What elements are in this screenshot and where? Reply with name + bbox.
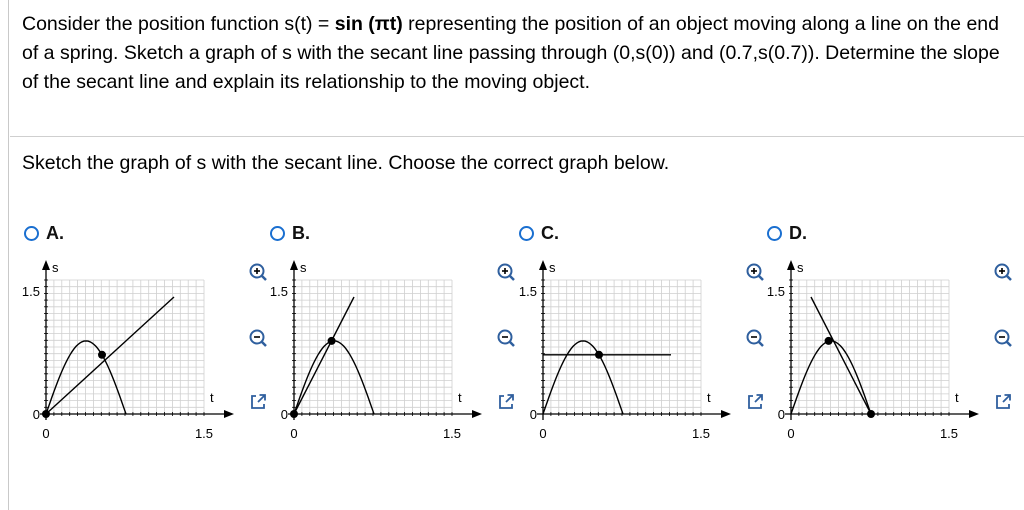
- x-tick-label-zero: 0: [290, 426, 298, 441]
- secant-point: [328, 337, 336, 345]
- option-letter: C.: [541, 222, 559, 243]
- graph-option-c: [519, 250, 749, 450]
- x-axis-label: t: [955, 390, 959, 405]
- position-curve: [294, 341, 374, 414]
- radio-circle[interactable]: [270, 226, 285, 241]
- x-axis-label: t: [707, 390, 711, 405]
- graph-option-b: [270, 250, 500, 450]
- y-tick-label-top: 1.5: [270, 284, 288, 299]
- graph-option-a: [22, 250, 252, 450]
- x-tick-label-zero: 0: [539, 426, 547, 441]
- section-divider: [10, 136, 1024, 137]
- x-axis-arrow: [721, 410, 731, 418]
- y-tick-label-zero: 0: [32, 407, 40, 422]
- y-axis-arrow: [42, 260, 50, 270]
- y-axis-label: s: [549, 260, 556, 275]
- option-letter: D.: [789, 222, 807, 243]
- grid: [791, 280, 949, 414]
- zoom-in-icon[interactable]: [248, 262, 268, 282]
- option-letter: B.: [292, 222, 310, 243]
- option-letter: A.: [46, 222, 64, 243]
- y-tick-label-zero: 0: [777, 407, 785, 422]
- x-axis-label: t: [210, 390, 214, 405]
- position-curve: [791, 341, 871, 414]
- radio-circle[interactable]: [24, 226, 39, 241]
- y-axis-arrow: [787, 260, 795, 270]
- y-axis-label: s: [300, 260, 307, 275]
- x-tick-label-zero: 0: [787, 426, 795, 441]
- x-axis-arrow: [224, 410, 234, 418]
- x-axis-label: t: [458, 390, 462, 405]
- y-tick-label-top: 1.5: [519, 284, 537, 299]
- question-text: [22, 10, 1017, 97]
- y-tick-label-zero: 0: [280, 407, 288, 422]
- option-d-radio[interactable]: [767, 220, 807, 246]
- grid: [294, 280, 452, 414]
- radio-circle[interactable]: [519, 226, 534, 241]
- secant-point: [595, 351, 603, 359]
- position-curve: [543, 341, 623, 414]
- secant-line: [46, 297, 174, 414]
- popout-icon[interactable]: [248, 392, 268, 412]
- option-a-radio[interactable]: [24, 220, 64, 246]
- zoom-in-icon[interactable]: [496, 262, 516, 282]
- radio-circle[interactable]: [767, 226, 782, 241]
- question-part1: Consider the position function s(t) =: [22, 13, 335, 35]
- y-axis-arrow: [539, 260, 547, 270]
- x-tick-label-max: 1.5: [442, 426, 462, 441]
- x-tick-label-max: 1.5: [939, 426, 959, 441]
- popout-icon[interactable]: [745, 392, 765, 412]
- question-part2: representing the position of an object moving along a line on the end of a spring. Sketch a graph of s with the secant line passing through (0,s(0)) and (0.7,s(0.7)). Determine the slope of the secant line and explain its relationship to the moving object.: [22, 13, 1000, 93]
- secant-line: [294, 297, 354, 414]
- option-c-radio[interactable]: [519, 220, 559, 246]
- secant-point: [825, 337, 833, 345]
- x-tick-label-max: 1.5: [194, 426, 214, 441]
- x-axis-arrow: [969, 410, 979, 418]
- popout-icon[interactable]: [496, 392, 516, 412]
- x-tick-label-max: 1.5: [691, 426, 711, 441]
- y-axis-label: s: [797, 260, 804, 275]
- zoom-in-icon[interactable]: [745, 262, 765, 282]
- y-axis-arrow: [290, 260, 298, 270]
- graph-option-d: [767, 250, 997, 450]
- x-axis-arrow: [472, 410, 482, 418]
- zoom-out-icon[interactable]: [248, 328, 268, 348]
- y-axis-label: s: [52, 260, 59, 275]
- grid: [46, 280, 204, 414]
- left-border: [8, 0, 9, 510]
- secant-point: [867, 410, 875, 418]
- zoom-out-icon[interactable]: [993, 328, 1013, 348]
- zoom-out-icon[interactable]: [745, 328, 765, 348]
- question-function: sin (πt): [334, 13, 403, 35]
- y-tick-label-top: 1.5: [22, 284, 40, 299]
- secant-point: [290, 410, 298, 418]
- y-tick-label-top: 1.5: [767, 284, 785, 299]
- x-tick-label-zero: 0: [42, 426, 50, 441]
- zoom-in-icon[interactable]: [993, 262, 1013, 282]
- popout-icon[interactable]: [993, 392, 1013, 412]
- option-b-radio[interactable]: [270, 220, 310, 246]
- secant-point: [98, 351, 106, 359]
- y-tick-label-zero: 0: [529, 407, 537, 422]
- secant-point: [42, 410, 50, 418]
- grid: [543, 280, 701, 414]
- instruction-text: Sketch the graph of s with the secant line. Choose the correct graph below.: [22, 152, 670, 174]
- zoom-out-icon[interactable]: [496, 328, 516, 348]
